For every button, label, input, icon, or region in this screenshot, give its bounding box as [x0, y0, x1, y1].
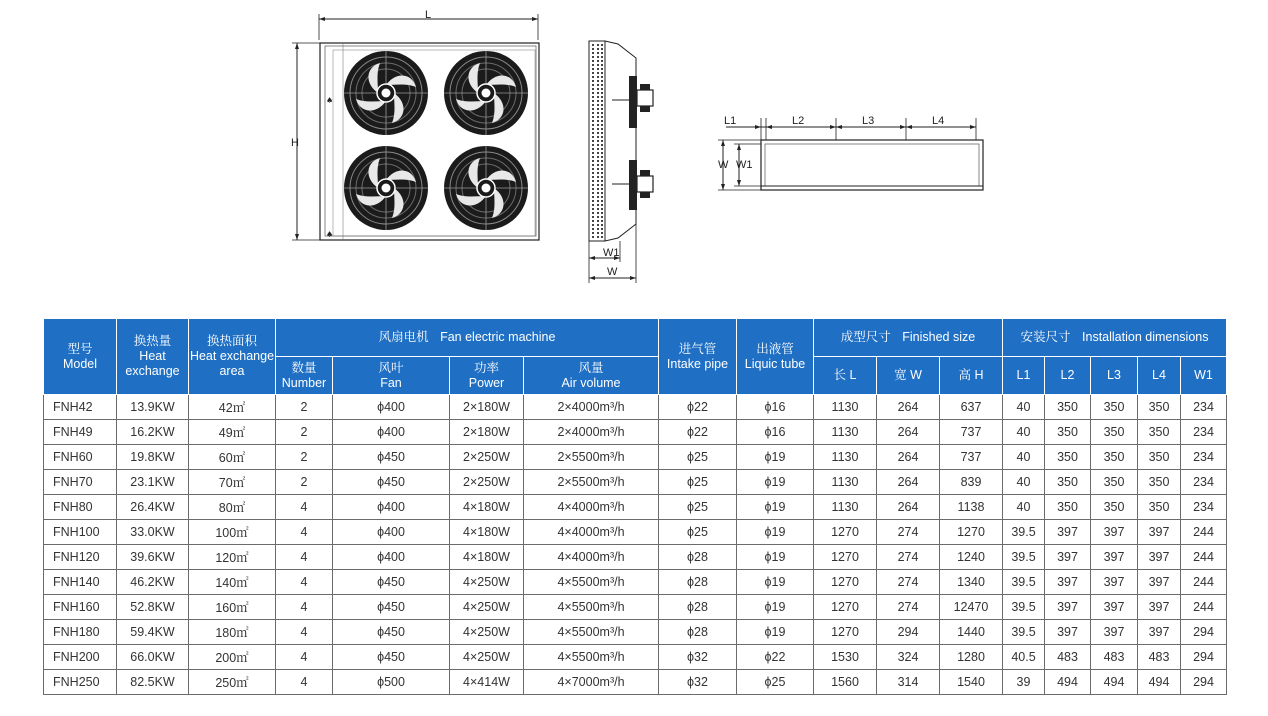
- table-cell: 264: [877, 470, 940, 495]
- model-cell: FNH60: [44, 445, 117, 470]
- table-cell: 2×5500m³/h: [524, 445, 659, 470]
- col-exchange-area: 换热面积 Heat exchange area: [189, 319, 276, 395]
- dim-label-l3: L3: [862, 115, 875, 127]
- table-cell: 2×180W: [450, 395, 524, 420]
- table-cell: 1130: [814, 395, 877, 420]
- table-cell: 397: [1138, 545, 1181, 570]
- col-l1: L1: [1003, 357, 1045, 395]
- table-cell: 274: [877, 520, 940, 545]
- table-cell: 483: [1091, 645, 1138, 670]
- dim-label-side-w1: W1: [603, 247, 620, 259]
- model-cell: FNH250: [44, 670, 117, 695]
- fan-top-right-icon: [444, 51, 528, 135]
- fan-bottom-right-icon: [444, 146, 528, 230]
- table-cell: 40: [1003, 395, 1045, 420]
- model-cell: FNH80: [44, 495, 117, 520]
- table-cell: 180㎡: [189, 620, 276, 645]
- table-cell: 1280: [940, 645, 1003, 670]
- table-cell: 39.5: [1003, 570, 1045, 595]
- table-cell: 350: [1138, 395, 1181, 420]
- table-cell: 39.5: [1003, 620, 1045, 645]
- table-cell: 4×180W: [450, 520, 524, 545]
- table-cell: 19.8KW: [117, 445, 189, 470]
- table-cell: ϕ25: [659, 445, 737, 470]
- table-cell: 1270: [814, 520, 877, 545]
- table-cell: 234: [1181, 470, 1227, 495]
- table-cell: ϕ25: [659, 495, 737, 520]
- table-cell: 4: [276, 545, 333, 570]
- table-cell: 397: [1045, 520, 1091, 545]
- table-row: [44, 445, 1227, 470]
- col-intake-pipe: 进气管 Intake pipe: [659, 319, 737, 395]
- table-cell: 350: [1045, 445, 1091, 470]
- table-cell: 1130: [814, 470, 877, 495]
- table-cell: 350: [1045, 495, 1091, 520]
- table-row: [44, 470, 1227, 495]
- table-cell: 1270: [814, 545, 877, 570]
- col-size-w: 宽 W: [877, 357, 940, 395]
- table-cell: 397: [1091, 595, 1138, 620]
- table-cell: 1240: [940, 545, 1003, 570]
- table-cell: 39.5: [1003, 520, 1045, 545]
- table-cell: 2×250W: [450, 470, 524, 495]
- table-cell: 2×250W: [450, 445, 524, 470]
- table-cell: ϕ19: [737, 495, 814, 520]
- table-cell: ϕ450: [333, 470, 450, 495]
- col-l2: L2: [1045, 357, 1091, 395]
- table-cell: 397: [1138, 520, 1181, 545]
- table-row: [44, 545, 1227, 570]
- model-cell: FNH42: [44, 395, 117, 420]
- table-cell: 59.4KW: [117, 620, 189, 645]
- table-cell: 324: [877, 645, 940, 670]
- table-cell: 66.0KW: [117, 645, 189, 670]
- table-row: [44, 595, 1227, 620]
- table-cell: 4: [276, 520, 333, 545]
- table-cell: 4×250W: [450, 620, 524, 645]
- table-cell: ϕ19: [737, 595, 814, 620]
- table-cell: 4: [276, 495, 333, 520]
- col-model: 型号 Model: [44, 319, 117, 395]
- col-group-installation: 安装尺寸 Installation dimensions: [1003, 319, 1227, 357]
- table-cell: 40: [1003, 445, 1045, 470]
- table-cell: 49㎡: [189, 420, 276, 445]
- dim-label-l4: L4: [932, 115, 945, 127]
- table-cell: 264: [877, 495, 940, 520]
- table-cell: 4×7000m³/h: [524, 670, 659, 695]
- table-cell: 40: [1003, 495, 1045, 520]
- table-cell: ϕ19: [737, 445, 814, 470]
- table-cell: 40: [1003, 420, 1045, 445]
- col-air-volume: 风量 Air volume: [524, 357, 659, 395]
- table-cell: ϕ22: [737, 645, 814, 670]
- col-fan-power: 功率 Power: [450, 357, 524, 395]
- table-cell: 4×414W: [450, 670, 524, 695]
- table-cell: ϕ19: [737, 570, 814, 595]
- table-cell: 244: [1181, 545, 1227, 570]
- dim-label-l: L: [425, 9, 432, 21]
- model-cell: FNH70: [44, 470, 117, 495]
- table-cell: 350: [1091, 395, 1138, 420]
- table-cell: ϕ450: [333, 445, 450, 470]
- col-w1: W1: [1181, 357, 1227, 395]
- dim-label-l1: L1: [724, 115, 737, 127]
- table-cell: 350: [1138, 495, 1181, 520]
- svg-text:♠: ♠: [326, 96, 334, 105]
- table-cell: 397: [1091, 570, 1138, 595]
- table-cell: 494: [1138, 670, 1181, 695]
- col-l3: L3: [1091, 357, 1138, 395]
- table-cell: 350: [1045, 470, 1091, 495]
- table-cell: ϕ19: [737, 620, 814, 645]
- table-cell: 274: [877, 570, 940, 595]
- front-view: [292, 14, 539, 240]
- col-size-h: 高 H: [940, 357, 1003, 395]
- table-cell: 82.5KW: [117, 670, 189, 695]
- table-cell: 4: [276, 645, 333, 670]
- table-row: [44, 395, 1227, 420]
- table-cell: 40: [1003, 470, 1045, 495]
- table-cell: 1130: [814, 420, 877, 445]
- table-cell: ϕ16: [737, 420, 814, 445]
- dim-label-top-w1: W1: [736, 159, 753, 171]
- table-cell: ϕ450: [333, 620, 450, 645]
- table-cell: 350: [1045, 395, 1091, 420]
- table-cell: 2: [276, 395, 333, 420]
- col-heat-exchange: 换热量 Heat exchange: [117, 319, 189, 395]
- table-cell: ϕ400: [333, 520, 450, 545]
- table-row: [44, 645, 1227, 670]
- table-cell: 234: [1181, 445, 1227, 470]
- table-cell: 2: [276, 470, 333, 495]
- table-cell: 4: [276, 670, 333, 695]
- table-cell: 397: [1045, 620, 1091, 645]
- model-cell: FNH180: [44, 620, 117, 645]
- table-cell: 494: [1045, 670, 1091, 695]
- table-row: [44, 420, 1227, 445]
- table-cell: 100㎡: [189, 520, 276, 545]
- table-cell: 637: [940, 395, 1003, 420]
- table-cell: 4×5500m³/h: [524, 570, 659, 595]
- table-cell: ϕ28: [659, 545, 737, 570]
- fan-bottom-left-icon: [344, 146, 428, 230]
- table-cell: 350: [1091, 495, 1138, 520]
- table-cell: 2: [276, 445, 333, 470]
- table-cell: ϕ28: [659, 620, 737, 645]
- table-cell: 397: [1138, 620, 1181, 645]
- table-cell: 250㎡: [189, 670, 276, 695]
- table-cell: 274: [877, 595, 940, 620]
- table-cell: 274: [877, 545, 940, 570]
- top-view: [718, 118, 983, 190]
- col-liquid-tube: 出液管 Liquic tube: [737, 319, 814, 395]
- table-header-row: [44, 319, 1227, 357]
- table-cell: 4×5500m³/h: [524, 645, 659, 670]
- model-cell: FNH100: [44, 520, 117, 545]
- table-cell: 120㎡: [189, 545, 276, 570]
- col-size-l: 长 L: [814, 357, 877, 395]
- col-fan-number: 数量 Number: [276, 357, 333, 395]
- fan-top-left-icon: [344, 51, 428, 135]
- table-cell: ϕ25: [737, 670, 814, 695]
- table-row: [44, 620, 1227, 645]
- table-cell: 1540: [940, 670, 1003, 695]
- side-view: [589, 41, 653, 283]
- table-cell: 294: [1181, 645, 1227, 670]
- table-cell: 314: [877, 670, 940, 695]
- table-cell: 264: [877, 395, 940, 420]
- technical-drawings: [0, 0, 1268, 310]
- table-cell: 12470: [940, 595, 1003, 620]
- table-cell: 70㎡: [189, 470, 276, 495]
- table-cell: 2×4000m³/h: [524, 420, 659, 445]
- table-cell: 4×250W: [450, 645, 524, 670]
- model-cell: FNH140: [44, 570, 117, 595]
- table-cell: 1560: [814, 670, 877, 695]
- table-cell: 39.5: [1003, 595, 1045, 620]
- table-cell: 294: [877, 620, 940, 645]
- table-cell: 234: [1181, 395, 1227, 420]
- table-cell: 80㎡: [189, 495, 276, 520]
- table-cell: 2: [276, 420, 333, 445]
- table-cell: 42㎡: [189, 395, 276, 420]
- table-cell: 4×180W: [450, 495, 524, 520]
- table-cell: 264: [877, 445, 940, 470]
- table-cell: 244: [1181, 570, 1227, 595]
- table-cell: 397: [1138, 595, 1181, 620]
- table-cell: ϕ19: [737, 470, 814, 495]
- table-cell: 350: [1091, 445, 1138, 470]
- table-cell: 483: [1138, 645, 1181, 670]
- table-cell: 234: [1181, 420, 1227, 445]
- table-cell: 350: [1091, 420, 1138, 445]
- table-cell: 397: [1091, 520, 1138, 545]
- table-cell: ϕ19: [737, 520, 814, 545]
- table-cell: 4×250W: [450, 570, 524, 595]
- col-group-fan-machine: 风扇电机 Fan electric machine: [276, 319, 659, 357]
- table-cell: 52.8KW: [117, 595, 189, 620]
- table-cell: ϕ400: [333, 420, 450, 445]
- table-cell: 294: [1181, 670, 1227, 695]
- table-row: [44, 520, 1227, 545]
- table-cell: 13.9KW: [117, 395, 189, 420]
- table-cell: 244: [1181, 595, 1227, 620]
- table-cell: ϕ16: [737, 395, 814, 420]
- table-cell: 60㎡: [189, 445, 276, 470]
- table-cell: 160㎡: [189, 595, 276, 620]
- table-cell: 26.4KW: [117, 495, 189, 520]
- table-cell: 244: [1181, 520, 1227, 545]
- table-cell: ϕ400: [333, 545, 450, 570]
- table-row: [44, 495, 1227, 520]
- table-cell: 4×4000m³/h: [524, 520, 659, 545]
- table-cell: 39: [1003, 670, 1045, 695]
- dim-label-h: H: [291, 137, 299, 149]
- model-cell: FNH49: [44, 420, 117, 445]
- table-cell: 2×180W: [450, 420, 524, 445]
- table-cell: 397: [1091, 620, 1138, 645]
- table-body: [44, 395, 1227, 695]
- table-row: [44, 570, 1227, 595]
- table-cell: 294: [1181, 620, 1227, 645]
- table-cell: 33.0KW: [117, 520, 189, 545]
- table-cell: ϕ400: [333, 495, 450, 520]
- table-cell: 4×4000m³/h: [524, 495, 659, 520]
- table-cell: 350: [1045, 420, 1091, 445]
- table-cell: 4×250W: [450, 595, 524, 620]
- table-cell: ϕ22: [659, 395, 737, 420]
- table-cell: 23.1KW: [117, 470, 189, 495]
- table-cell: 40.5: [1003, 645, 1045, 670]
- table-cell: 494: [1091, 670, 1138, 695]
- table-cell: ϕ32: [659, 670, 737, 695]
- table-cell: 4: [276, 595, 333, 620]
- table-cell: 1340: [940, 570, 1003, 595]
- table-cell: 483: [1045, 645, 1091, 670]
- table-cell: 839: [940, 470, 1003, 495]
- table-cell: 1270: [814, 570, 877, 595]
- table-cell: 4×180W: [450, 545, 524, 570]
- table-cell: 397: [1091, 545, 1138, 570]
- table-cell: 397: [1138, 570, 1181, 595]
- table-cell: ϕ28: [659, 570, 737, 595]
- table-cell: ϕ25: [659, 470, 737, 495]
- table-cell: ϕ450: [333, 570, 450, 595]
- table-cell: ϕ22: [659, 420, 737, 445]
- svg-text:♠: ♠: [326, 230, 334, 239]
- table-cell: 2×5500m³/h: [524, 470, 659, 495]
- table-cell: 4×4000m³/h: [524, 545, 659, 570]
- table-cell: 350: [1138, 420, 1181, 445]
- table-cell: 2×4000m³/h: [524, 395, 659, 420]
- table-cell: 4: [276, 620, 333, 645]
- table-cell: ϕ450: [333, 595, 450, 620]
- table-cell: 4×5500m³/h: [524, 620, 659, 645]
- model-cell: FNH120: [44, 545, 117, 570]
- table-cell: 4: [276, 570, 333, 595]
- table-cell: 1530: [814, 645, 877, 670]
- table-cell: 737: [940, 420, 1003, 445]
- dim-label-l2: L2: [792, 115, 805, 127]
- table-cell: 1130: [814, 495, 877, 520]
- table-cell: 397: [1045, 570, 1091, 595]
- table-cell: ϕ500: [333, 670, 450, 695]
- table-cell: 16.2KW: [117, 420, 189, 445]
- table-cell: 1270: [940, 520, 1003, 545]
- table-cell: 1440: [940, 620, 1003, 645]
- model-cell: FNH160: [44, 595, 117, 620]
- table-cell: 1270: [814, 620, 877, 645]
- col-fan-blade: 风叶 Fan: [333, 357, 450, 395]
- table-cell: 350: [1138, 445, 1181, 470]
- table-cell: 1138: [940, 495, 1003, 520]
- table-cell: 46.2KW: [117, 570, 189, 595]
- table-cell: 397: [1045, 545, 1091, 570]
- table-cell: ϕ25: [659, 520, 737, 545]
- table-cell: ϕ32: [659, 645, 737, 670]
- table-cell: 737: [940, 445, 1003, 470]
- table-cell: 1130: [814, 445, 877, 470]
- dim-label-side-w: W: [607, 266, 618, 278]
- table-cell: 200㎡: [189, 645, 276, 670]
- table-cell: 234: [1181, 495, 1227, 520]
- table-cell: 350: [1138, 470, 1181, 495]
- table-cell: 39.6KW: [117, 545, 189, 570]
- table-cell: ϕ28: [659, 595, 737, 620]
- table-cell: 39.5: [1003, 545, 1045, 570]
- model-cell: FNH200: [44, 645, 117, 670]
- col-l4: L4: [1138, 357, 1181, 395]
- table-row: [44, 670, 1227, 695]
- table-cell: ϕ450: [333, 645, 450, 670]
- dim-label-top-w: W: [718, 159, 729, 171]
- table-cell: 140㎡: [189, 570, 276, 595]
- spec-table: [43, 318, 1227, 695]
- table-cell: 264: [877, 420, 940, 445]
- table-cell: 4×5500m³/h: [524, 595, 659, 620]
- table-cell: 350: [1091, 470, 1138, 495]
- table-cell: ϕ400: [333, 395, 450, 420]
- table-cell: 397: [1045, 595, 1091, 620]
- table-cell: 1270: [814, 595, 877, 620]
- table-cell: ϕ19: [737, 545, 814, 570]
- col-group-finished-size: 成型尺寸 Finished size: [814, 319, 1003, 357]
